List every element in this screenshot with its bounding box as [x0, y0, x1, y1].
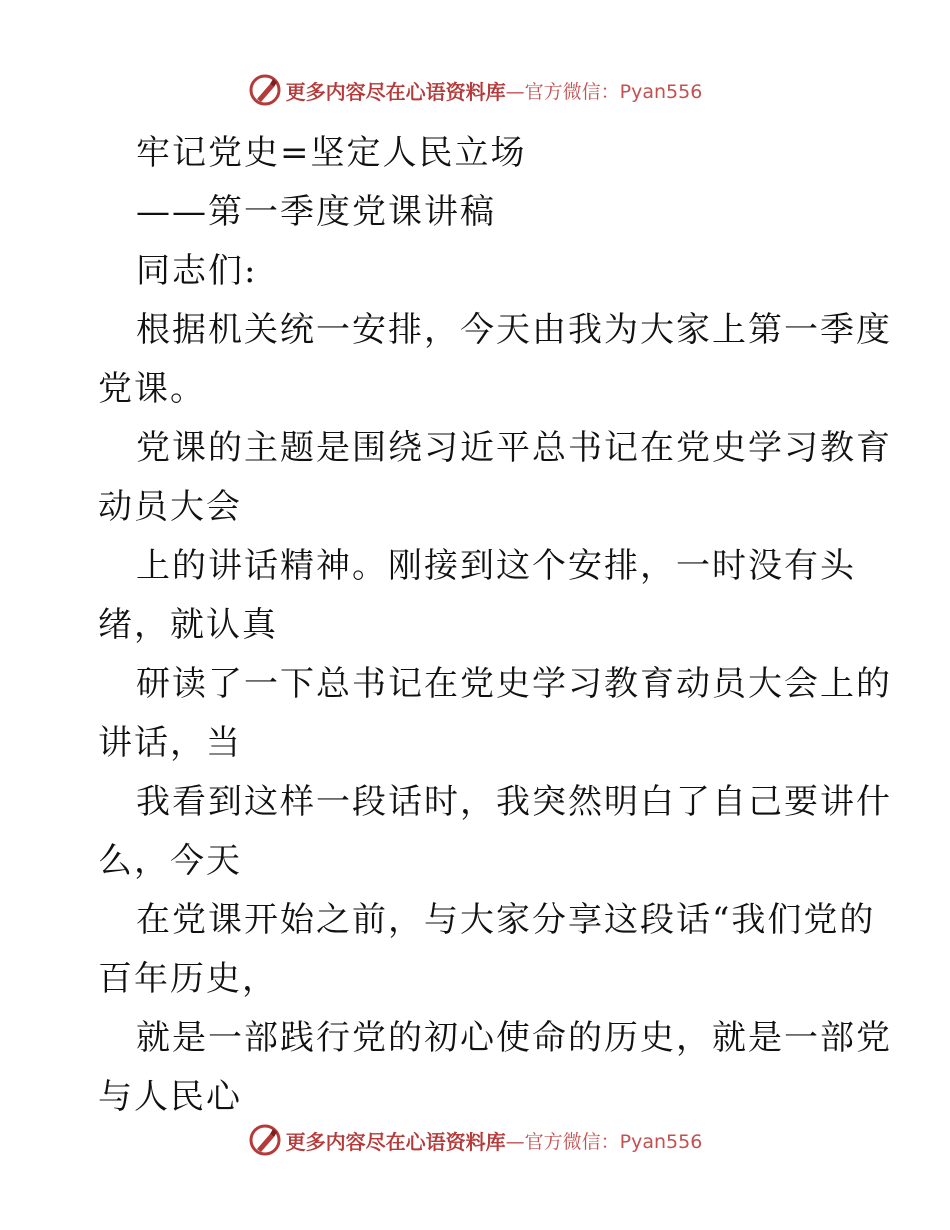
- banner-wechat-text: —官方微信：Pyan556: [505, 80, 703, 103]
- paragraph-line: 党课的主题是围绕习近平总书记在党史学习教育: [136, 428, 892, 468]
- footer-watermark-banner: [0, 1120, 950, 1160]
- paragraph-line: 百年历史，: [98, 959, 278, 999]
- paragraph-line: 动员大会: [98, 487, 242, 527]
- document-subtitle: ——第一季度党课讲稿: [136, 192, 496, 232]
- banner-wechat-text: —官方微信：Pyan556: [505, 1130, 703, 1153]
- paragraph-line: 上的讲话精神。刚接到这个安排，一时没有头: [136, 546, 856, 586]
- paragraph-line: 么，今天: [98, 841, 242, 881]
- pen-logo-icon: [248, 1123, 282, 1157]
- document-body: [98, 124, 892, 1127]
- paragraph-line: 在党课开始之前，与大家分享这段话“我们党的: [136, 900, 876, 940]
- paragraph-line: 讲话，当: [98, 723, 242, 763]
- paragraph-line: 研读了一下总书记在党史学习教育动员大会上的: [136, 664, 892, 704]
- paragraph-line: 党课。: [98, 369, 206, 409]
- paragraph-line: 就是一部践行党的初心使命的历史，就是一部党: [136, 1018, 892, 1058]
- salutation: 同志们:: [136, 251, 258, 291]
- pen-logo-icon: [248, 73, 282, 107]
- paragraph-line: 与人民心: [98, 1077, 242, 1117]
- paragraph-line: 根据机关统一安排，今天由我为大家上第一季度: [136, 310, 892, 350]
- paragraph-line: 我看到这样一段话时，我突然明白了自己要讲什: [136, 782, 892, 822]
- banner-main-text: 更多内容尽在心语资料库: [285, 79, 506, 104]
- header-watermark-banner: [0, 70, 950, 110]
- paragraph-line: 绪，就认真: [98, 605, 278, 645]
- banner-main-text: 更多内容尽在心语资料库: [285, 1129, 506, 1154]
- document-title: 牢记党史=坚定人民立场: [136, 133, 527, 173]
